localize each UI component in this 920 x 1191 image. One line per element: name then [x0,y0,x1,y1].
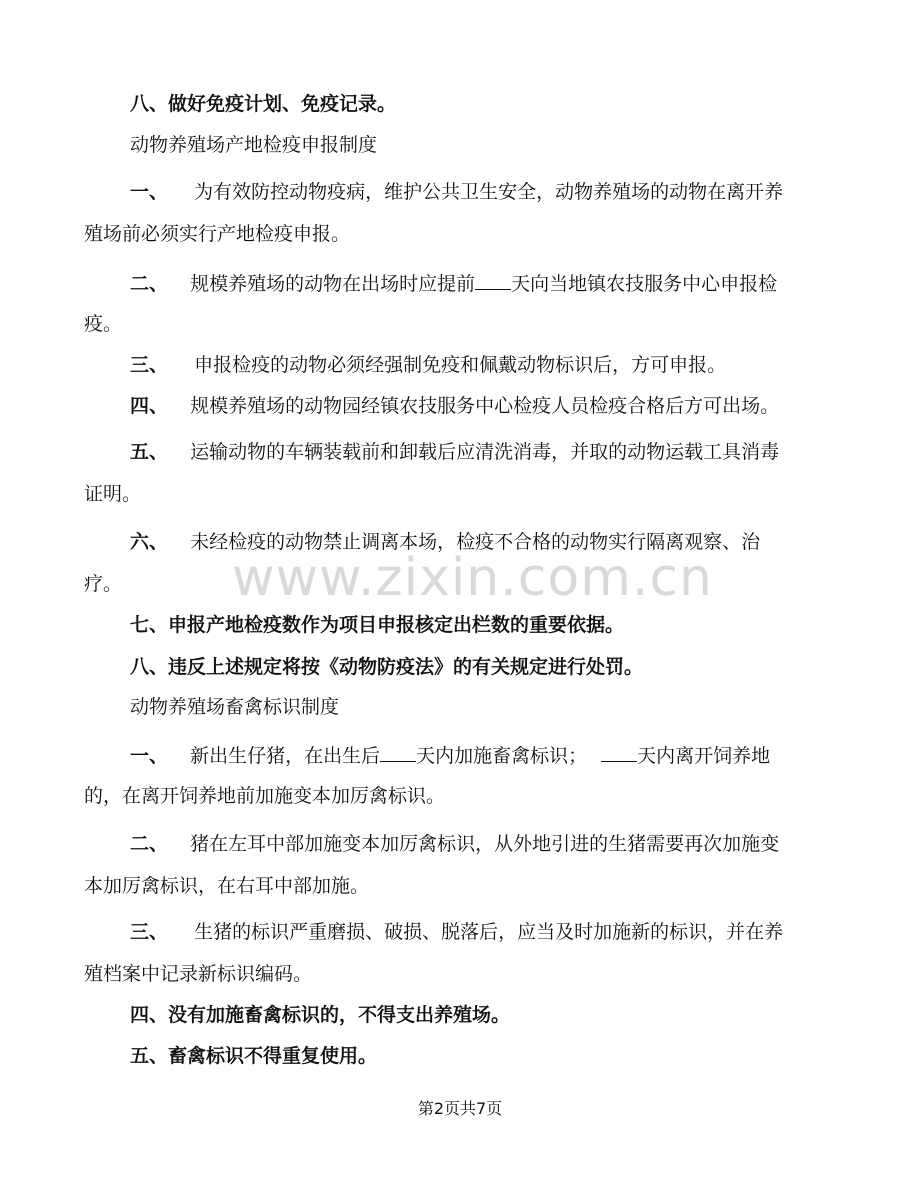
item-text: 运输动物的车辆装载前和卸载后应清洗消毒，并取的动物运载工具消毒 [190,441,780,463]
tag-item-2 [130,832,779,856]
item-number: 二、 [130,833,169,855]
item-text: 规模养殖场的动物在出场时应提前 [190,273,476,295]
quarantine-item-5-cont: 证明。 [84,483,142,505]
tag-item-2-cont: 本加厉禽标识，在右耳中部加施。 [84,875,370,897]
quarantine-item-3 [130,353,726,377]
quarantine-item-1-cont: 殖场前必须实行产地检疫申报。 [84,223,351,245]
section-title-livestock-tag: 动物养殖场畜禽标识制度 [130,696,340,718]
blank-field [380,742,416,762]
quarantine-item-4 [130,394,779,418]
quarantine-item-6 [130,530,760,554]
heading-immunization: 八、做好免疫计划、免疫记录。 [130,93,397,115]
quarantine-item-5 [130,440,779,464]
item-number: 五、 [130,441,169,463]
item-text: 申报检疫的动物必须经强制免疫和佩戴动物标识后，方可申报。 [194,354,727,376]
tag-item-1 [130,742,770,768]
item-number: 三、 [130,921,169,943]
item-number: 一、 [130,181,169,203]
quarantine-item-1 [130,180,783,204]
item-text: 天向当地镇农技服务中心申报检 [511,273,778,295]
tag-item-5: 五、畜禽标识不得重复使用。 [130,1045,378,1067]
quarantine-item-2 [130,270,777,296]
item-text: 未经检疫的动物禁止调离本场，检疫不合格的动物实行隔离观察、治 [190,531,761,553]
tag-item-3-cont: 殖档案中记录新标识编码。 [84,963,313,985]
item-number: 四、 [130,395,169,417]
quarantine-item-7: 七、申报产地检疫数作为项目申报核定出栏数的重要依据。 [130,614,625,636]
quarantine-item-2-cont: 疫。 [84,313,123,335]
section-title-quarantine: 动物养殖场产地检疫申报制度 [130,134,378,156]
page-number: 第2页共7页 [417,1099,503,1118]
tag-item-1-cont: 的，在离开饲养地前加施变本加厉禽标识。 [84,785,446,807]
item-number: 二、 [130,273,169,295]
tag-item-3 [130,920,783,944]
tag-item-4: 四、没有加施畜禽标识的，不得支出养殖场。 [130,1004,511,1026]
blank-field [475,270,511,290]
quarantine-item-6-cont: 疗。 [84,573,123,595]
watermark: www.zixin.com.cn [232,548,713,608]
blank-field [601,742,637,762]
item-text: 新出生仔猪，在出生后 [190,745,381,767]
quarantine-item-8: 八、违反上述规定将按《动物防疫法》的有关规定进行处罚。 [130,656,644,678]
item-number: 一、 [130,745,169,767]
item-text: 生猪的标识严重磨损、破损、脱落后，应当及时加施新的标识，并在养 [194,921,784,943]
item-number: 六、 [130,531,169,553]
item-text: 天内离开饲养地 [637,745,771,767]
item-number: 三、 [130,354,169,376]
item-text: 规模养殖场的动物园经镇农技服务中心检疫人员检疫合格后方可出场。 [190,395,780,417]
item-text: 为有效防控动物疫病，维护公共卫生安全，动物养殖场的动物在离开养 [194,181,784,203]
item-text: 天内加施畜禽标识； [416,745,588,767]
item-text: 猪在左耳中部加施变本加厉禽标识，从外地引进的生猪需要再次加施变 [190,833,780,855]
